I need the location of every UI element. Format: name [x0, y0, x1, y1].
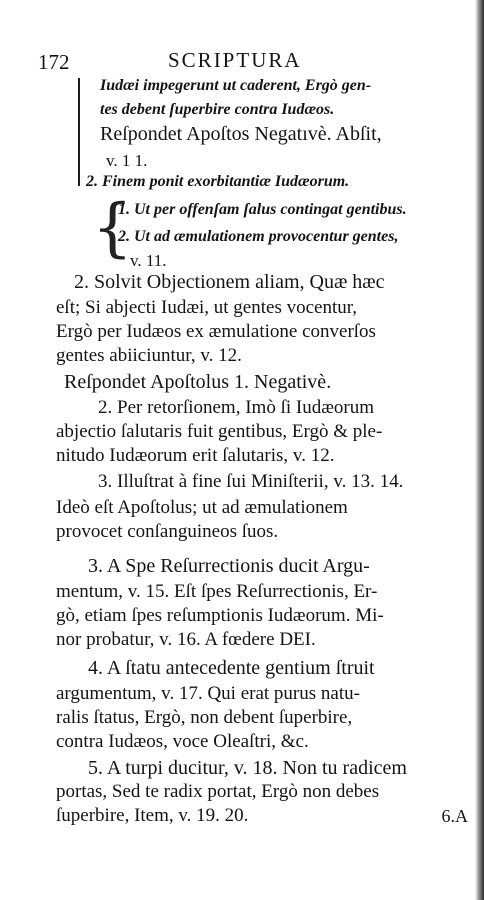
- text-line: 2. Solvit Objectionem aliam, Quæ hæc: [74, 271, 385, 293]
- text-line: 5. A turpi ducitur, v. 18. Non tu radicem: [88, 757, 407, 779]
- catchword: 6.A: [441, 806, 468, 826]
- text-line: eſt; Si abjecti Iudæi, ut gentes vocentur,: [56, 297, 358, 318]
- text-line: portas, Sed te radix portat, Ergò non debes: [56, 781, 380, 802]
- text-line: nor probatur, v. 16. A fœdere DEI.: [56, 629, 316, 650]
- text-line: 1. Ut per offenſam ſalus contingat gentibus.: [118, 201, 407, 218]
- text-line: 2. Ut ad æmulationem provocentur gentes,: [118, 228, 399, 245]
- book-spine-shadow: [475, 0, 484, 900]
- text-line: ſuperbire, Item, v. 19. 20.: [56, 805, 249, 826]
- text-line: ralis ſtatus, Ergò, non debent ſuperbire,: [56, 707, 353, 728]
- running-head: SCRIPTURA: [168, 48, 302, 72]
- text-line: tes debent ſuperbire contra Iudæos.: [100, 101, 335, 118]
- text-line: Reſpondet Apoſtolus 1. Negativè.: [64, 371, 332, 393]
- text-line: v. 1 1.: [106, 151, 148, 170]
- text-line: Reſpondet Apoſtos Negatıvè. Abſit,: [100, 123, 382, 145]
- text-line: 3. A Spe Reſurrectionis ducit Argu-: [88, 555, 370, 577]
- text-line: gò, etiam ſpes reſumptionis Iudæorum. Mi-: [56, 605, 384, 626]
- margin-rule: [78, 78, 80, 186]
- text-line: abjectio ſalutaris fuit gentibus, Ergò & ple-: [56, 421, 383, 442]
- text-line: 2. Per retorſionem, Imò ſi Iudæorum: [98, 397, 374, 418]
- text-line: Ergò per Iudæos ex æmulatione converſos: [56, 321, 376, 342]
- text-line: Ideò eſt Apoſtolus; ut ad æmulationem: [56, 497, 348, 518]
- brace-bracket: {: [92, 191, 133, 265]
- text-line: v. 11.: [130, 251, 167, 270]
- text-line: 2. Finem ponit exorbitantiæ Iudæorum.: [86, 173, 350, 190]
- text-line: gentes abiiciuntur, v. 12.: [56, 345, 242, 366]
- text-line: 4. A ſtatu antecedente gentium ſtruit: [88, 657, 375, 679]
- text-line: nitudo Iudæorum erit ſalutaris, v. 12.: [56, 445, 335, 466]
- text-line: Iudæi impegerunt ut caderent, Ergò gen-: [100, 77, 372, 94]
- text-line: 3. Illuſtrat à fine ſui Miniſterii, v. 13. 14.: [98, 471, 404, 492]
- page-number: 172: [38, 50, 70, 74]
- text-line: argumentum, v. 17. Qui erat purus natu-: [56, 683, 360, 704]
- text-line: contra Iudæos, voce Oleaſtri, &c.: [56, 731, 309, 752]
- text-line: mentum, v. 15. Eſt ſpes Reſurrectionis, Er-: [56, 581, 378, 602]
- text-line: provocet conſanguineos ſuos.: [56, 521, 279, 542]
